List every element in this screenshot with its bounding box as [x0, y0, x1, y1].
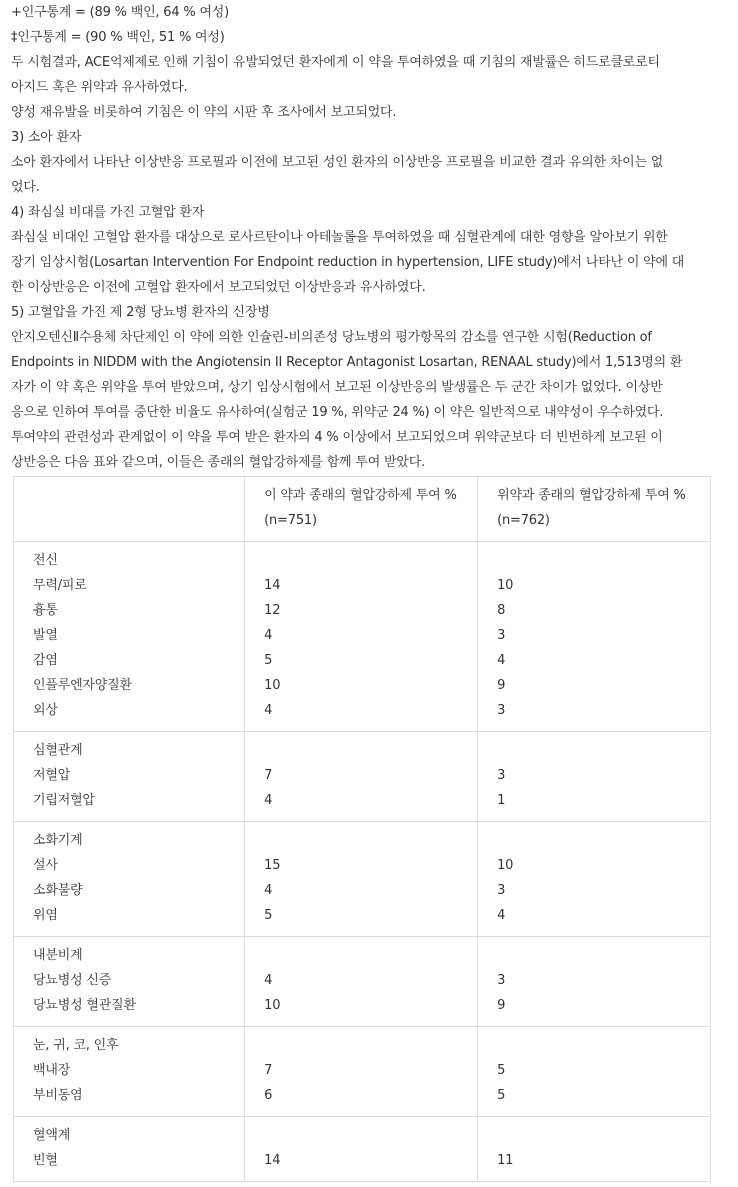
spacer [497, 738, 691, 763]
drug-value-cell [245, 542, 478, 732]
category-label: 심혈관계 [33, 743, 83, 758]
text-line: 투여약의 관련성과 관계없이 이 약을 투여 받은 환자의 4 % 이상에서 보고되었으며 위약군보다 더 빈번하게 보고된 이 [11, 430, 663, 445]
drug-value-cell [245, 1027, 478, 1117]
spacer [497, 828, 691, 853]
text-line: 자가 이 약 혹은 위약을 투여 받았으며, 상기 임상시험에서 보고된 이상반응의 발생률은 두 군간 차이가 없었다. 이상반 [11, 380, 663, 395]
placebo-value: 3 [497, 768, 506, 783]
spacer [497, 1033, 691, 1058]
placebo-value: 5 [497, 1088, 506, 1103]
drug-value: 4 [264, 703, 273, 718]
category-cell [14, 937, 245, 1027]
category-label: 전신 [33, 553, 58, 568]
category-cell [14, 1027, 245, 1117]
text-line: 안지오텐신Ⅱ수용체 차단제인 이 약에 의한 인슐린-비의존성 당뇨병의 평가항목의 감소를 연구한 시험(Reduction of [11, 330, 652, 345]
term-label: 인플루엔자양질환 [33, 678, 132, 693]
drug-value: 12 [264, 603, 281, 618]
drug-value: 10 [264, 678, 281, 693]
drug-value: 4 [264, 883, 273, 898]
drug-value: 7 [264, 1063, 273, 1078]
placebo-value: 4 [497, 908, 506, 923]
term-label: 감염 [33, 653, 58, 668]
text-line: 아지드 혹은 위약과 유사하였다. [11, 80, 188, 95]
text-line: 소아 환자에서 나타난 이상반응 프로필과 이전에 보고된 성인 환자의 이상반응 프로필을 비교한 결과 유의한 차이는 없 [11, 155, 664, 170]
category-label: 소화기계 [33, 833, 83, 848]
section-heading: 5) 고혈압을 가진 제 2형 당뇨병 환자의 신장병 [11, 305, 270, 320]
placebo-value: 3 [497, 628, 506, 643]
text-line: 상반응은 다음 표와 같으며, 이들은 종래의 혈압강하제를 함께 투여 받았다. [11, 455, 425, 470]
term-label: 백내장 [33, 1063, 71, 1078]
table-row [14, 1117, 711, 1182]
text-line: +인구통계 = (89 % 백인, 64 % 여성) [11, 5, 230, 20]
table-row [14, 732, 711, 822]
drug-value: 6 [264, 1088, 273, 1103]
spacer [497, 1123, 691, 1148]
term-label: 기립저혈압 [33, 793, 95, 808]
category-cell [14, 822, 245, 937]
placebo-value-cell [478, 732, 711, 822]
spacer [264, 828, 458, 853]
drug-value-cell [245, 732, 478, 822]
placebo-value: 10 [497, 578, 514, 593]
drug-value-cell [245, 822, 478, 937]
drug-value: 15 [264, 858, 281, 873]
term-label: 당뇨병성 혈관질환 [33, 998, 136, 1013]
text-line: 장기 임상시험(Losartan Intervention For Endpoint reduction in hypertension, LIFE study)에서 나타난 이 약에 대 [11, 255, 685, 270]
header-cell-empty [14, 477, 245, 542]
drug-value: 4 [264, 628, 273, 643]
spacer [264, 943, 458, 968]
placebo-value-cell [478, 937, 711, 1027]
spacer [264, 738, 458, 763]
placebo-value: 8 [497, 603, 506, 618]
spacer [497, 943, 691, 968]
drug-value: 4 [264, 793, 273, 808]
spacer [264, 1033, 458, 1058]
text-line: 좌심실 비대인 고혈압 환자를 대상으로 로사르탄이나 아테놀롤을 투여하였을 때 심혈관계에 대한 영향을 알아보기 위한 [11, 230, 668, 245]
placebo-value: 9 [497, 998, 506, 1013]
category-label: 내분비계 [33, 948, 83, 963]
document-body [0, 0, 738, 475]
term-label: 외상 [33, 703, 58, 718]
table-body [14, 542, 711, 1182]
placebo-value: 3 [497, 973, 506, 988]
header-placebo-label: 위약과 종래의 혈압강하제 투여 % [497, 488, 686, 503]
term-label: 무력/피로 [33, 578, 87, 593]
header-placebo-n: (n=762) [497, 513, 550, 528]
placebo-value: 9 [497, 678, 506, 693]
text-line: 한 이상반응은 이전에 고혈압 환자에서 보고되었던 이상반응과 유사하였다. [11, 280, 426, 295]
section-heading: 4) 좌심실 비대를 가진 고혈압 환자 [11, 205, 205, 220]
category-cell [14, 732, 245, 822]
term-label: 설사 [33, 858, 58, 873]
adverse-event-table [13, 476, 711, 1182]
section-heading: 3) 소아 환자 [11, 130, 82, 145]
placebo-value: 3 [497, 703, 506, 718]
category-label: 혈액계 [33, 1128, 71, 1143]
placebo-value: 11 [497, 1153, 514, 1168]
placebo-value-cell [478, 1117, 711, 1182]
spacer [264, 548, 458, 573]
drug-value: 5 [264, 653, 273, 668]
text-line: 양성 재유발을 비롯하여 기침은 이 약의 시판 후 조사에서 보고되었다. [11, 105, 397, 120]
placebo-value: 3 [497, 883, 506, 898]
term-label: 발열 [33, 628, 58, 643]
placebo-value-cell [478, 542, 711, 732]
placebo-value: 5 [497, 1063, 506, 1078]
term-label: 당뇨병성 신증 [33, 973, 112, 988]
text-line: 두 시험결과, ACE억제제로 인해 기침이 유발되었던 환자에게 이 약을 투여하였을 때 기침의 재발률은 히드로클로로티 [11, 55, 660, 70]
header-cell-placebo [478, 477, 711, 542]
paragraph-block [11, 0, 727, 475]
placebo-value: 4 [497, 653, 506, 668]
term-label: 위염 [33, 908, 58, 923]
table-row [14, 822, 711, 937]
drug-value: 14 [264, 578, 281, 593]
drug-value: 5 [264, 908, 273, 923]
text-line: Endpoints in NIDDM with the Angiotensin II Receptor Antagonist Losartan, RENAAL study)에서 1,513명의 환 [11, 355, 683, 370]
placebo-value-cell [478, 1027, 711, 1117]
header-drug-n: (n=751) [264, 513, 317, 528]
term-label: 저혈압 [33, 768, 71, 783]
text-line: 응으로 인하여 투여를 중단한 비율도 유사하여(실험군 19 %, 위약군 24 %) 이 약은 일반적으로 내약성이 우수하였다. [11, 405, 664, 420]
placebo-value: 1 [497, 793, 506, 808]
drug-value: 7 [264, 768, 273, 783]
table-header-row [14, 477, 711, 542]
category-cell [14, 1117, 245, 1182]
term-label: 부비동염 [33, 1088, 83, 1103]
placebo-value-cell [478, 822, 711, 937]
table-row [14, 1027, 711, 1117]
placebo-value: 10 [497, 858, 514, 873]
term-label: 소화불량 [33, 883, 83, 898]
drug-value: 4 [264, 973, 273, 988]
drug-value-cell [245, 1117, 478, 1182]
text-line: ‡인구통계 = (90 % 백인, 51 % 여성) [11, 30, 225, 45]
category-label: 눈, 귀, 코, 인후 [33, 1038, 119, 1053]
drug-value-cell [245, 937, 478, 1027]
text-line: 었다. [11, 180, 40, 195]
header-cell-drug [245, 477, 478, 542]
spacer [497, 548, 691, 573]
table-row [14, 937, 711, 1027]
table-row [14, 542, 711, 732]
header-drug-label: 이 약과 종래의 혈압강하제 투여 % [264, 488, 457, 503]
term-label: 흉통 [33, 603, 58, 618]
term-label: 빈혈 [33, 1153, 58, 1168]
spacer [264, 1123, 458, 1148]
category-cell [14, 542, 245, 732]
drug-value: 14 [264, 1153, 281, 1168]
drug-value: 10 [264, 998, 281, 1013]
